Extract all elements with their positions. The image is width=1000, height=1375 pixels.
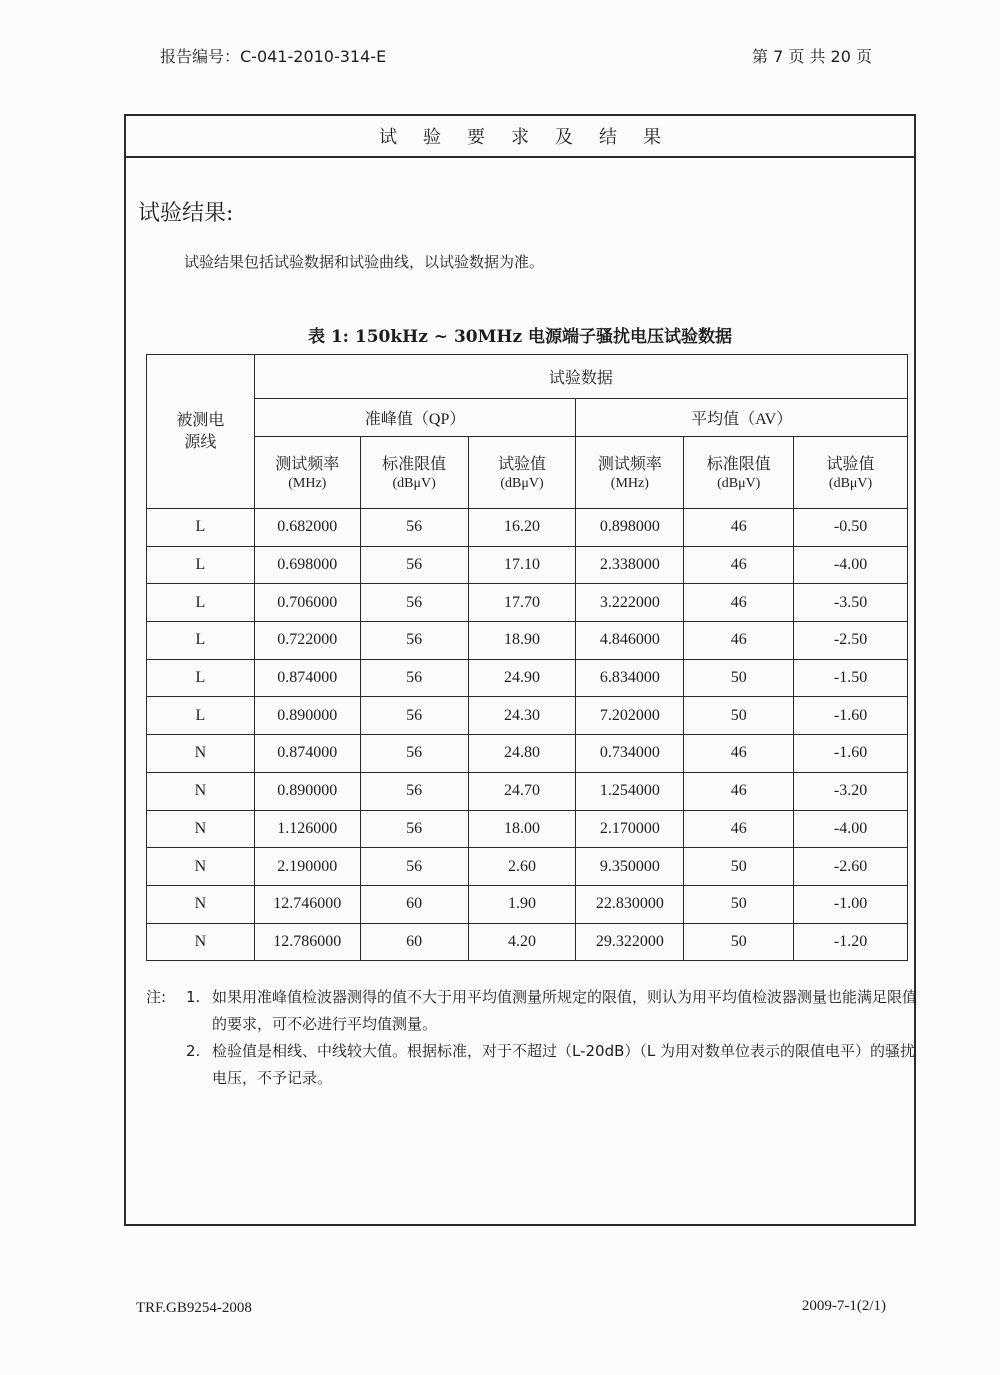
- note-item: 注: 1. 如果用准峰值检波器测得的值不大于用平均值测量所规定的限值，则认为用平均值检波器测量也能满足限值的要求，可不必进行平均值测量。: [146, 984, 918, 1038]
- table-row: N 0.874000 56 24.80 0.734000 46 -1.60: [147, 735, 908, 773]
- note-item: 2. 检验值是相线、中线较大值。根据标准，对于不超过（L-20dB）（L 为用对数单位表示的限值电平）的骚扰电压，不予记录。: [186, 1042, 916, 1087]
- table-row: N 1.126000 56 18.00 2.170000 46 -4.00: [147, 810, 908, 848]
- test-data-table: [146, 354, 908, 961]
- table-row: L 0.698000 56 17.10 2.338000 46 -4.00: [147, 546, 908, 584]
- intro-text: 试验结果包括试验数据和试验曲线，以试验数据为准。: [184, 253, 545, 271]
- report-number: 报告编号：C-041-2010-314-E: [160, 47, 387, 66]
- table-row: L 0.682000 56 16.20 0.898000 46 -0.50: [147, 509, 908, 547]
- notes: [146, 984, 918, 1092]
- page-header: [160, 44, 872, 67]
- table-caption: 表 1: 150kHz ~ 30MHz 电源端子骚扰电压试验数据: [307, 327, 733, 347]
- col-header-line: 被测电源线: [147, 355, 255, 509]
- col-header-av-value: 试验值 (dBμV): [794, 437, 908, 509]
- notes-prefix: 注:: [146, 988, 167, 1006]
- footer-date: 2009-7-1(2/1): [801, 1298, 886, 1314]
- col-header-av-limit: 标准限值 (dBμV): [684, 437, 794, 509]
- group-header-test-data: 试验数据: [254, 355, 907, 399]
- col-header-qp-limit: 标准限值 (dBμV): [360, 437, 468, 509]
- table-row: L 0.706000 56 17.70 3.222000 46 -3.50: [147, 584, 908, 622]
- frame-title: 试验要求及结果: [126, 116, 914, 158]
- table-row: N 12.746000 60 1.90 22.830000 50 -1.00: [147, 885, 908, 923]
- content-frame: [124, 114, 916, 1226]
- col-header-qp-value: 试验值 (dBμV): [468, 437, 576, 509]
- table-row: L 0.890000 56 24.30 7.202000 50 -1.60: [147, 697, 908, 735]
- table-row: N 2.190000 56 2.60 9.350000 50 -2.60: [147, 848, 908, 886]
- col-header-qp-freq: 测试频率 (MHz): [254, 437, 360, 509]
- table-row: L 0.874000 56 24.90 6.834000 50 -1.50: [147, 659, 908, 697]
- footer-form-id: TRF.GB9254-2008: [136, 1300, 252, 1316]
- table-row: N 0.890000 56 24.70 1.254000 46 -3.20: [147, 772, 908, 810]
- av-header: 平均值（AV）: [576, 399, 908, 437]
- table-row: N 12.786000 60 4.20 29.322000 50 -1.20: [147, 923, 908, 961]
- qp-header: 准峰值（QP）: [254, 399, 576, 437]
- section-title: 试验结果:: [138, 201, 234, 226]
- col-header-av-freq: 测试频率 (MHz): [576, 437, 684, 509]
- page-info: 第 7 页 共 20 页: [752, 47, 872, 66]
- table-row: L 0.722000 56 18.90 4.846000 46 -2.50: [147, 622, 908, 660]
